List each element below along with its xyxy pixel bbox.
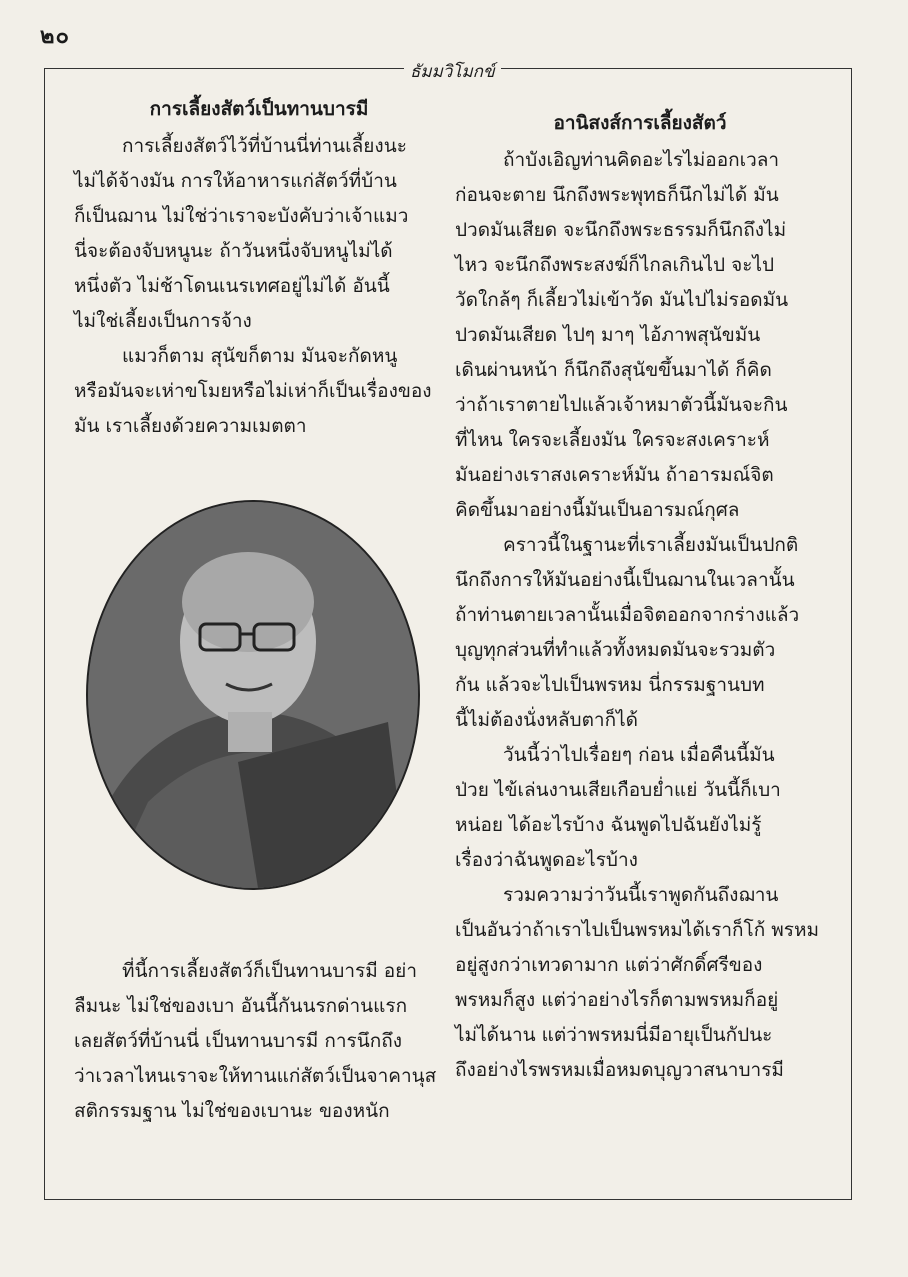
right-para-3 — [455, 738, 825, 878]
text-line: วัดใกล้ๆ ก็เลี้ยวไม่เข้าวัด มันไปไม่รอดมัน — [455, 289, 789, 311]
text-line: เลยสัตว์ที่บ้านนี่ เป็นทานบารมี การนึกถึง — [74, 1030, 403, 1052]
text-line: ว่าเวลาไหนเราจะให้ทานแก่สัตว์เป็นจาคานุส — [74, 1065, 437, 1087]
right-para-2 — [455, 528, 825, 738]
text-line: กัน แล้วจะไปเป็นพรหม นี่กรรมฐานบท — [455, 674, 765, 696]
left-column — [74, 92, 444, 444]
text-line: ปวดมันเสียด จะนึกถึงพระธรรมก็นึกถึงไม่ — [455, 219, 787, 241]
text-line: ก็เป็นฌาน ไม่ใช่ว่าเราจะบังคับว่าเจ้าแมว — [74, 205, 409, 227]
text-line: ว่าถ้าเราตายไปแล้วเจ้าหมาตัวนี้มันจะกิน — [455, 394, 788, 416]
right-para-1 — [455, 143, 825, 528]
text-line: ปวดมันเสียด ไปๆ มาๆ ไอ้ภาพสุนัขมัน — [455, 324, 761, 346]
left-para-3 — [74, 954, 444, 1129]
text-line: ที่นี้การเลี้ยงสัตว์ก็เป็นทานบารมี อย่า — [122, 960, 417, 982]
text-line: หรือมันจะเห่าขโมยหรือไม่เห่าก็เป็นเรื่องของ — [74, 380, 432, 402]
text-line: ไม่ใช่เลี้ยงเป็นการจ้าง — [74, 310, 252, 332]
text-line: รวมความว่าวันนี้เราพูดกันถึงฌาน — [503, 884, 779, 906]
text-line: คิดขึ้นมาอย่างนี้มันเป็นอารมณ์กุศล — [455, 499, 740, 521]
text-line: ถ้าบังเอิญท่านคิดอะไรไม่ออกเวลา — [503, 149, 780, 171]
text-line: เดินผ่านหน้า ก็นึกถึงสุนัขขึ้นมาได้ ก็คิด — [455, 359, 772, 381]
right-column — [455, 106, 825, 1088]
text-line: ป่วย ไข้เล่นงานเสียเกือบย่ำแย่ วันนี้ก็เบา — [455, 779, 781, 801]
text-line: มัน เราเลี้ยงด้วยความเมตตา — [74, 415, 307, 437]
portrait-photo — [86, 500, 420, 890]
running-head: ธัมมวิโมกข์ — [404, 58, 501, 85]
text-line: หน่อย ได้อะไรบ้าง ฉันพูดไปฉันยังไม่รู้ — [455, 814, 762, 836]
text-line: นี่จะต้องจับหนูนะ ถ้าวันหนึ่งจับหนูไม่ได้ — [74, 240, 393, 262]
text-line: หนึ่งตัว ไม่ช้าโดนเนรเทศอยู่ไม่ได้ อันนี้ — [74, 275, 390, 297]
right-para-4 — [455, 878, 825, 1088]
text-line: พรหมก็สูง แต่ว่าอย่างไรก็ตามพรหมก็อยู่ — [455, 989, 779, 1011]
left-para-2 — [74, 339, 444, 444]
text-line: แมวก็ตาม สุนัขก็ตาม มันจะกัดหนู — [122, 345, 398, 367]
text-line: บุญทุกส่วนที่ทำแล้วทั้งหมดมันจะรวมตัว — [455, 639, 776, 661]
page-number: ๒๐ — [40, 24, 70, 49]
text-line: เรื่องว่าฉันพูดอะไรบ้าง — [455, 849, 638, 871]
text-line: ไหว จะนึกถึงพระสงฆ์ก็ไกลเกินไป จะไป — [455, 254, 775, 276]
text-line: วันนี้ว่าไปเรื่อยๆ ก่อน เมื่อคืนนี้มัน — [503, 744, 775, 766]
text-line: ถ้าท่านตายเวลานั้นเมื่อจิตออกจากร่างแล้ว — [455, 604, 800, 626]
text-line: การเลี้ยงสัตว์ไว้ที่บ้านนี่ท่านเลี้ยงนะ — [122, 135, 407, 157]
text-line: นี้ไม่ต้องนั่งหลับตาก็ได้ — [455, 709, 638, 731]
text-line: นึกถึงการให้มันอย่างนี้เป็นฌานในเวลานั้น — [455, 569, 795, 591]
right-heading: อานิสงส์การเลี้ยงสัตว์ — [553, 112, 727, 134]
text-line: ลืมนะ ไม่ใช่ของเบา อันนี้กันนรกด่านแรก — [74, 995, 408, 1017]
text-line: สติกรรมฐาน ไม่ใช่ของเบานะ ของหนัก — [74, 1100, 390, 1122]
text-line: มันอย่างเราสงเคราะห์มัน ถ้าอารมณ์จิต — [455, 464, 774, 486]
text-line: ไม่ได้จ้างมัน การให้อาหารแก่สัตว์ที่บ้าน — [74, 170, 397, 192]
text-line: ที่ไหน ใครจะเลี้ยงมัน ใครจะสงเคราะห์ — [455, 429, 770, 451]
left-para-1 — [74, 129, 444, 339]
text-line: ถึงอย่างไรพรหมเมื่อหมดบุญวาสนาบารมี — [455, 1059, 784, 1081]
text-line: ไม่ได้นาน แต่ว่าพรหมนี่มีอายุเป็นกัปนะ — [455, 1024, 773, 1046]
portrait-icon — [88, 502, 418, 888]
text-line: เป็นอันว่าถ้าเราไปเป็นพรหมได้เราก็โก้ พรหม — [455, 919, 820, 941]
left-heading: การเลี้ยงสัตว์เป็นทานบารมี — [149, 98, 369, 120]
text-line: อยู่สูงกว่าเทวดามาก แต่ว่าศักดิ์ศรีของ — [455, 954, 763, 976]
text-line: ก่อนจะตาย นึกถึงพระพุทธก็นึกไม่ได้ มัน — [455, 184, 779, 206]
text-line: คราวนี้ในฐานะที่เราเลี้ยงมันเป็นปกติ — [503, 534, 799, 556]
